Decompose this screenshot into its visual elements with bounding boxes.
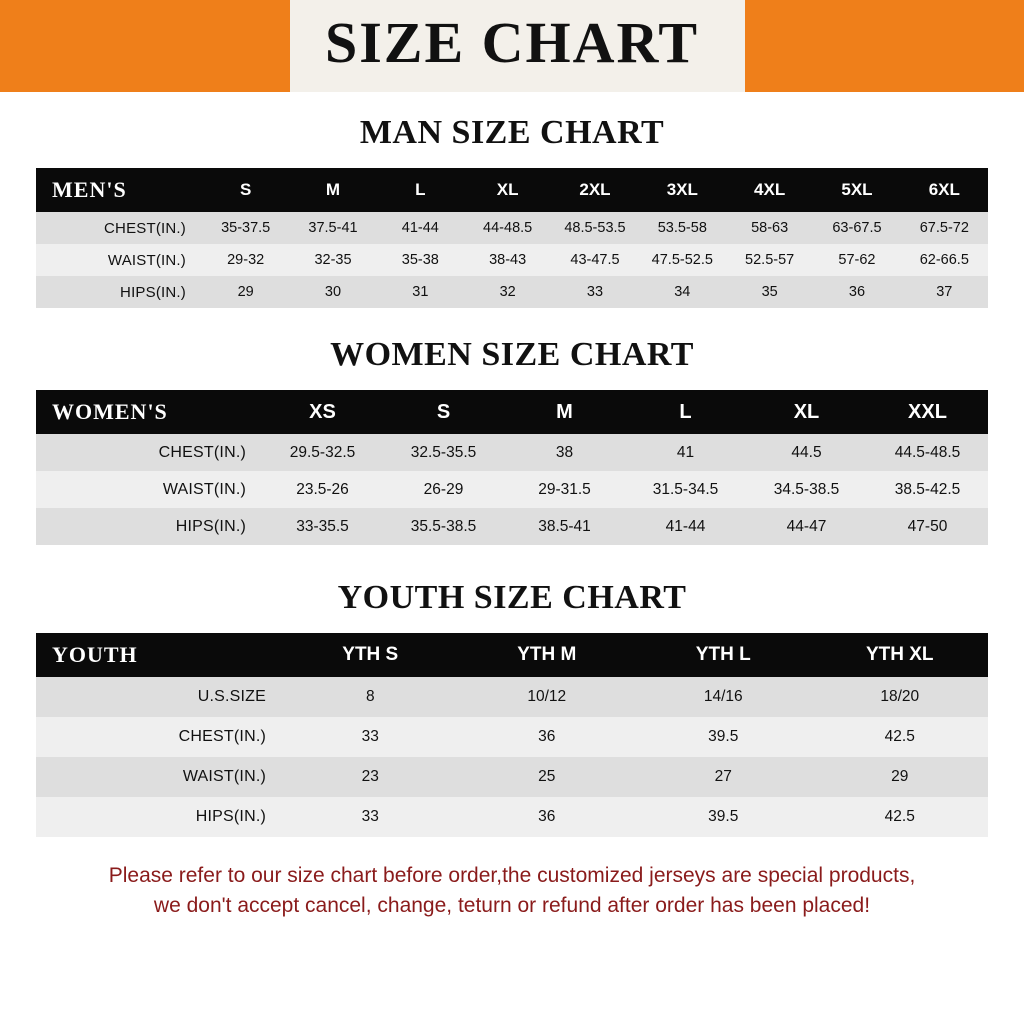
cell: 41-44: [625, 508, 746, 545]
youth-size-col: YTH S: [282, 633, 459, 677]
row-label: WAIST(IN.): [36, 244, 202, 276]
cell: 10/12: [459, 677, 636, 717]
cell: 37.5-41: [289, 212, 376, 244]
row-label: HIPS(IN.): [36, 276, 202, 308]
cell: 38-43: [464, 244, 551, 276]
cell: 38.5-42.5: [867, 471, 988, 508]
cell: 58-63: [726, 212, 813, 244]
policy-note: [32, 861, 992, 922]
cell: 47-50: [867, 508, 988, 545]
cell: 23: [282, 757, 459, 797]
row-label: CHEST(IN.): [36, 717, 282, 757]
cell: 62-66.5: [901, 244, 988, 276]
women-size-col: M: [504, 390, 625, 434]
cell: 33: [282, 797, 459, 837]
cell: 39.5: [635, 797, 812, 837]
cell: 35: [726, 276, 813, 308]
cell: 36: [459, 717, 636, 757]
youth-size-col: YTH M: [459, 633, 636, 677]
row-label: WAIST(IN.): [36, 757, 282, 797]
cell: 42.5: [812, 797, 989, 837]
row-label: HIPS(IN.): [36, 797, 282, 837]
cell: 26-29: [383, 471, 504, 508]
man-size-col: M: [289, 168, 376, 212]
cell: 38: [504, 434, 625, 471]
man-size-col: 4XL: [726, 168, 813, 212]
cell: 57-62: [813, 244, 900, 276]
cell: 14/16: [635, 677, 812, 717]
cell: 52.5-57: [726, 244, 813, 276]
table-row: [36, 244, 988, 276]
youth-section-title: YOUTH SIZE CHART: [337, 579, 687, 616]
table-row: [36, 434, 988, 471]
cell: 34.5-38.5: [746, 471, 867, 508]
cell: 29: [202, 276, 289, 308]
cell: 32: [464, 276, 551, 308]
cell: 29.5-32.5: [262, 434, 383, 471]
table-row: [36, 212, 988, 244]
man-table-wrap: [36, 168, 988, 308]
table-row: [36, 717, 988, 757]
row-label: CHEST(IN.): [36, 434, 262, 471]
women-table-wrap: [36, 390, 988, 545]
man-size-col: S: [202, 168, 289, 212]
youth-table-wrap: [36, 633, 988, 837]
youth-size-col: YTH L: [635, 633, 812, 677]
youth-header-row: [36, 633, 988, 677]
youth-size-col: YTH XL: [812, 633, 989, 677]
man-size-col: L: [377, 168, 464, 212]
cell: 36: [459, 797, 636, 837]
cell: 29: [812, 757, 989, 797]
cell: 47.5-52.5: [639, 244, 726, 276]
cell: 37: [901, 276, 988, 308]
cell: 34: [639, 276, 726, 308]
cell: 32.5-35.5: [383, 434, 504, 471]
man-size-col: 3XL: [639, 168, 726, 212]
women-size-col: XXL: [867, 390, 988, 434]
header-banner: [0, 0, 1024, 92]
page-title: SIZE CHART: [324, 10, 700, 75]
cell: 33: [551, 276, 638, 308]
cell: 43-47.5: [551, 244, 638, 276]
row-label: HIPS(IN.): [36, 508, 262, 545]
policy-note-line-2: we don't accept cancel, change, teturn or refund after order has been placed!: [153, 894, 871, 918]
cell: 29-32: [202, 244, 289, 276]
cell: 23.5-26: [262, 471, 383, 508]
man-corner-label: MEN'S: [36, 168, 202, 212]
man-header-row: [36, 168, 988, 212]
man-size-col: XL: [464, 168, 551, 212]
women-size-col: S: [383, 390, 504, 434]
table-row: [36, 508, 988, 545]
cell: 42.5: [812, 717, 989, 757]
women-size-col: XS: [262, 390, 383, 434]
table-row: [36, 757, 988, 797]
row-label: WAIST(IN.): [36, 471, 262, 508]
women-header-row: [36, 390, 988, 434]
women-corner-label: WOMEN'S: [36, 390, 262, 434]
cell: 53.5-58: [639, 212, 726, 244]
table-row: [36, 677, 988, 717]
policy-note-line-1: Please refer to our size chart before order,the customized jerseys are special products,: [108, 864, 916, 887]
cell: 30: [289, 276, 376, 308]
women-size-col: L: [625, 390, 746, 434]
cell: 44.5-48.5: [867, 434, 988, 471]
cell: 39.5: [635, 717, 812, 757]
cell: 31.5-34.5: [625, 471, 746, 508]
table-row: [36, 797, 988, 837]
women-section-title: WOMEN SIZE CHART: [330, 336, 694, 373]
cell: 25: [459, 757, 636, 797]
cell: 18/20: [812, 677, 989, 717]
cell: 44-47: [746, 508, 867, 545]
table-row: [36, 276, 988, 308]
row-label: CHEST(IN.): [36, 212, 202, 244]
cell: 29-31.5: [504, 471, 625, 508]
cell: 38.5-41: [504, 508, 625, 545]
cell: 48.5-53.5: [551, 212, 638, 244]
cell: 67.5-72: [901, 212, 988, 244]
women-size-col: XL: [746, 390, 867, 434]
row-label: U.S.SIZE: [36, 677, 282, 717]
youth-corner-label: YOUTH: [36, 633, 282, 677]
cell: 32-35: [289, 244, 376, 276]
man-size-col: 5XL: [813, 168, 900, 212]
man-section-title: MAN SIZE CHART: [359, 114, 665, 151]
cell: 41-44: [377, 212, 464, 244]
man-size-col: 2XL: [551, 168, 638, 212]
cell: 33: [282, 717, 459, 757]
man-size-col: 6XL: [901, 168, 988, 212]
cell: 35-37.5: [202, 212, 289, 244]
cell: 27: [635, 757, 812, 797]
cell: 44-48.5: [464, 212, 551, 244]
cell: 44.5: [746, 434, 867, 471]
women-size-table: [36, 390, 988, 545]
cell: 41: [625, 434, 746, 471]
cell: 35-38: [377, 244, 464, 276]
cell: 8: [282, 677, 459, 717]
cell: 33-35.5: [262, 508, 383, 545]
cell: 31: [377, 276, 464, 308]
cell: 63-67.5: [813, 212, 900, 244]
table-row: [36, 471, 988, 508]
man-size-table: [36, 168, 988, 308]
cell: 35.5-38.5: [383, 508, 504, 545]
cell: 36: [813, 276, 900, 308]
youth-size-table: [36, 633, 988, 837]
